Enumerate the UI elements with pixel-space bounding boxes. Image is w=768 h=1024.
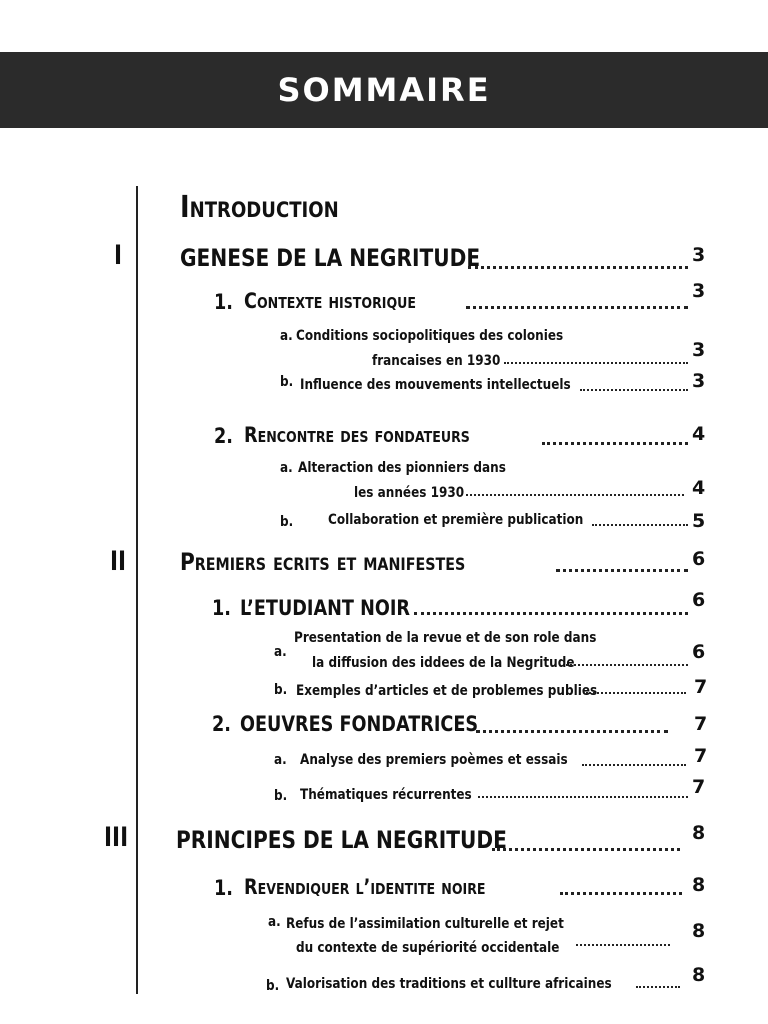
page-title: SOMMAIRE <box>277 71 491 109</box>
leader-dots <box>582 764 686 766</box>
page-number: 8 <box>692 874 706 896</box>
leader-dots <box>466 494 684 496</box>
leader-dots <box>556 569 688 572</box>
item-text-line2: du contexte de supériorité occidentale <box>296 940 560 956</box>
leader-dots <box>580 389 688 391</box>
item-text-line1: Conditions sociopolitiques des colonies <box>296 328 564 344</box>
subsection-number: 1. <box>212 596 231 620</box>
item-text-line2: les années 1930 <box>354 485 465 501</box>
item-text-line1: Analyse des premiers poèmes et essais <box>300 752 568 768</box>
leader-dots <box>586 692 686 694</box>
item-text-line1: Alteraction des pionniers dans <box>298 460 506 476</box>
page-number: 7 <box>694 713 708 735</box>
section-title: PRINCIPES DE LA NEGRITUDE <box>176 826 507 854</box>
page-number: 3 <box>692 244 706 266</box>
page-number: 5 <box>692 510 706 532</box>
page-number: 7 <box>694 745 708 767</box>
leader-dots <box>592 524 688 526</box>
item-text-line1: Influence des mouvements intellectuels <box>300 377 571 393</box>
section-numeral: II <box>110 546 127 577</box>
leader-dots <box>542 442 688 445</box>
subsection-number: 2. <box>214 424 233 448</box>
page-number: 4 <box>692 477 706 499</box>
item-letter: b. <box>280 514 294 530</box>
item-letter: a. <box>280 460 293 476</box>
page-number: 3 <box>692 370 706 392</box>
item-letter: a. <box>274 752 287 768</box>
page-number: 6 <box>692 641 706 663</box>
item-text-line1: Exemples d’articles et de problemes publies <box>296 683 598 699</box>
item-text-line1: Valorisation des traditions et cullture africaines <box>286 976 612 992</box>
item-text-line2: francaises en 1930 <box>372 353 501 369</box>
leader-dots <box>566 664 688 666</box>
subsection-title: Rencontre des fondateurs <box>244 423 470 447</box>
page-number: 8 <box>692 964 706 986</box>
subsection-title: Contexte historique <box>244 289 417 313</box>
leader-dots <box>492 848 680 851</box>
page-number: 3 <box>692 280 706 302</box>
leader-dots <box>560 892 682 895</box>
page-number: 7 <box>692 776 706 798</box>
leader-dots <box>414 612 688 615</box>
page-number: 6 <box>692 589 706 611</box>
item-letter: a. <box>268 914 281 930</box>
leader-dots <box>466 306 688 309</box>
item-letter: b. <box>266 978 280 994</box>
section-numeral: I <box>114 240 123 271</box>
subsection-title: L’ETUDIANT NOIR <box>240 596 410 620</box>
item-text-line2: la diffusion des iddees de la Negritude <box>312 655 575 671</box>
page-number: 4 <box>692 423 706 445</box>
page-number: 3 <box>692 339 706 361</box>
vertical-divider <box>136 186 138 994</box>
subsection-number: 2. <box>212 712 231 736</box>
leader-dots <box>478 796 688 798</box>
item-text-line1: Presentation de la revue et de son role dans <box>294 630 597 646</box>
section-numeral: III <box>104 822 129 853</box>
page-number: 8 <box>692 822 706 844</box>
subsection-title: OEUVRES FONDATRICES <box>240 712 479 736</box>
page-number: 8 <box>692 920 706 942</box>
subsection-number: 1. <box>214 290 233 314</box>
subsection-title: Revendiquer l’identite noire <box>244 875 486 899</box>
item-text-line1: Thématiques récurrentes <box>300 787 472 803</box>
leader-dots <box>636 986 680 988</box>
leader-dots <box>576 944 670 946</box>
item-letter: b. <box>274 682 288 698</box>
item-letter: b. <box>274 788 288 804</box>
introduction-heading: Introduction <box>180 190 339 225</box>
section-title: Premiers ecrits et manifestes <box>180 548 466 576</box>
item-letter: a. <box>274 644 287 660</box>
leader-dots <box>468 266 688 269</box>
title-banner <box>0 52 768 128</box>
item-text-line1: Refus de l’assimilation culturelle et rejet <box>286 916 564 932</box>
leader-dots <box>504 362 688 364</box>
section-title: GENESE DE LA NEGRITUDE <box>180 244 481 272</box>
page-number: 7 <box>694 676 708 698</box>
leader-dots <box>476 730 668 733</box>
subsection-number: 1. <box>214 876 233 900</box>
item-letter: a. <box>280 328 293 344</box>
item-letter: b. <box>280 374 294 390</box>
item-text-line1: Collaboration et première publication <box>328 512 584 528</box>
page-number: 6 <box>692 548 706 570</box>
